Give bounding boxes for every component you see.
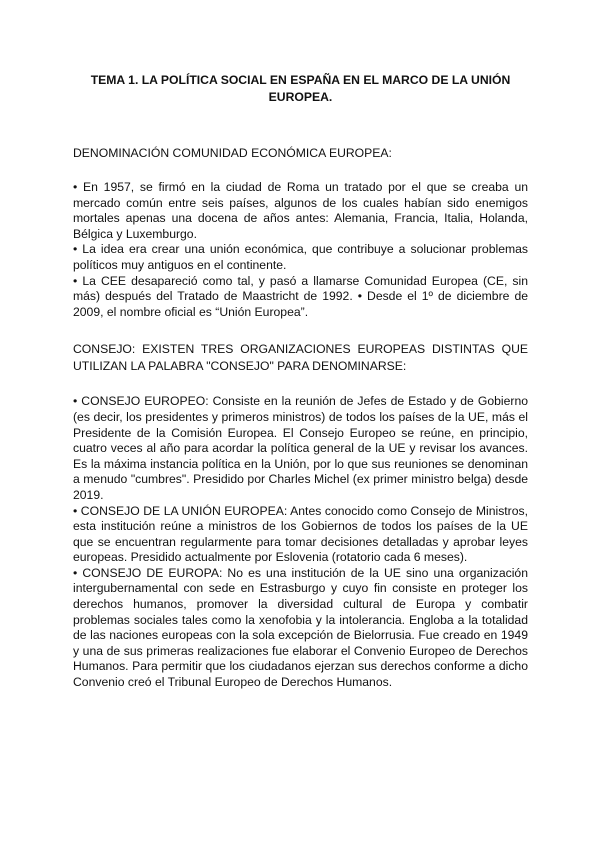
document-page: [73, 72, 528, 691]
paragraph-consejo-europeo: • CONSEJO EUROPEO: Consiste en la reunión de Jefes de Estado y de Gobierno (es decir, los presidentes y primeros ministros) de todos los países de la UE, más el Presidente de la Comisión Europea. El Consejo Europeo se reúne, en principio, cuatro veces al año para acordar la política general de la UE y revisar los avances. Es la máxima instancia política en la Unión, por lo que sus reuniones se denominan a menudo "cumbres". Presidido por Charles Michel (ex primer ministro belga) desde 2019.: [73, 394, 528, 502]
section-heading-consejo: CONSEJO: EXISTEN TRES ORGANIZACIONES EUROPEAS DISTINTAS QUE UTILIZAN LA PALABRA "CONSEJO" PARA DENOMINARSE:: [73, 342, 528, 374]
document-title: TEMA 1. LA POLÍTICA SOCIAL EN ESPAÑA EN EL MARCO DE LA UNIÓN EUROPEA.: [90, 73, 511, 104]
paragraph-consejo-de-europa: • CONSEJO DE EUROPA: No es una institución de la UE sino una organización intergubernamental con sede en Estrasburgo y cuyo fin consiste en proteger los derechos humanos, promover la diversidad cultural de Europa y combatir problemas sociales tales como la xenofobia y la intolerancia. Engloba a la totalidad de las naciones europeas con la sola excepción de Bielorrusia. Fue creado en 1949 y una de sus primeras realizaciones fue elaborar el Convenio Europeo de Derechos Humanos. Para permitir que los ciudadanos ejerzan sus derechos conforme a dicho Convenio creó el Tribunal Europeo de Derechos Humanos.: [73, 565, 528, 690]
paragraph-economic-union: • La idea era crear una unión económica, que contribuye a solucionar problemas políticos muy antiguos en el continente.: [73, 242, 528, 272]
paragraph-cee-renamed: • La CEE desapareció como tal, y pasó a llamarse Comunidad Europea (CE, sin más) después del Tratado de Maastricht de 1992. • Desde el 1º de diciembre de 2009, el nombre oficial es “Unión Europea”.: [73, 273, 528, 319]
paragraph-1957-treaty: • En 1957, se firmó en la ciudad de Roma un tratado por el que se creaba un mercado común entre seis países, algunos de los cuales habían sido enemigos mortales apenas una docena de años antes: Alemania, Francia, Italia, Holanda, Bélgica y Luxemburgo.: [73, 180, 528, 241]
section-heading-cee: DENOMINACIÓN COMUNIDAD ECONÓMICA EUROPEA:: [73, 146, 392, 160]
paragraph-consejo-union-europea: • CONSEJO DE LA UNIÓN EUROPEA: Antes conocido como Consejo de Ministros, esta institución reúne a ministros de los Gobiernos de todos los países de la UE que se encuentran regularmente para tomar decisiones detalladas y aprobar leyes europeas. Presidido actualmente por Eslovenia (rotatorio cada 6 meses).: [73, 503, 528, 565]
